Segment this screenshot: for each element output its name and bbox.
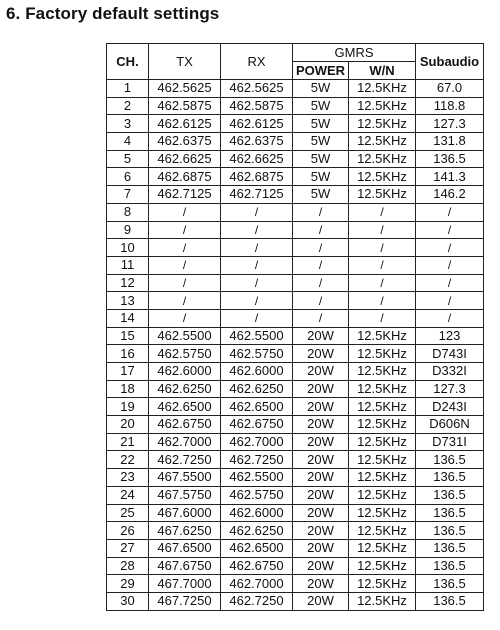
cell-subaudio: 146.2 <box>416 186 484 204</box>
cell-rx: 462.6500 <box>221 398 293 416</box>
cell-rx: 462.5625 <box>221 80 293 98</box>
cell-rx: / <box>221 221 293 239</box>
cell-ch: 12 <box>107 274 149 292</box>
cell-power: 20W <box>293 539 349 557</box>
factory-settings-table <box>106 43 484 611</box>
table-row <box>107 592 484 610</box>
cell-wn: / <box>349 203 416 221</box>
cell-subaudio: D743I <box>416 345 484 363</box>
cell-subaudio: 136.5 <box>416 150 484 168</box>
header-subaudio: Subaudio <box>416 44 484 80</box>
cell-tx: 462.7000 <box>149 433 221 451</box>
cell-power: / <box>293 203 349 221</box>
cell-wn: 12.5KHz <box>349 433 416 451</box>
table-row <box>107 398 484 416</box>
cell-subaudio: D606N <box>416 416 484 434</box>
cell-subaudio: 127.3 <box>416 380 484 398</box>
cell-rx: 462.5500 <box>221 469 293 487</box>
cell-wn: 12.5KHz <box>349 327 416 345</box>
table-row <box>107 504 484 522</box>
cell-power: 20W <box>293 522 349 540</box>
table-row <box>107 80 484 98</box>
header-power: POWER <box>293 62 349 80</box>
cell-tx: 462.6625 <box>149 150 221 168</box>
header-wn: W/N <box>349 62 416 80</box>
cell-rx: / <box>221 309 293 327</box>
cell-power: 20W <box>293 575 349 593</box>
table-row <box>107 363 484 381</box>
cell-ch: 5 <box>107 150 149 168</box>
table-row <box>107 203 484 221</box>
cell-power: 20W <box>293 416 349 434</box>
cell-wn: 12.5KHz <box>349 168 416 186</box>
cell-tx: 462.6125 <box>149 115 221 133</box>
table-row <box>107 327 484 345</box>
cell-wn: 12.5KHz <box>349 522 416 540</box>
table-row <box>107 274 484 292</box>
cell-power: 20W <box>293 433 349 451</box>
table-row <box>107 256 484 274</box>
cell-tx: / <box>149 203 221 221</box>
cell-rx: 462.7000 <box>221 575 293 593</box>
cell-tx: 462.7125 <box>149 186 221 204</box>
cell-wn: / <box>349 292 416 310</box>
cell-power: 20W <box>293 469 349 487</box>
cell-ch: 20 <box>107 416 149 434</box>
table-row <box>107 380 484 398</box>
cell-subaudio: D332I <box>416 363 484 381</box>
cell-tx: 467.6500 <box>149 539 221 557</box>
cell-subaudio: 127.3 <box>416 115 484 133</box>
cell-rx: 462.6500 <box>221 539 293 557</box>
cell-subaudio: / <box>416 309 484 327</box>
cell-subaudio: 136.5 <box>416 486 484 504</box>
table-row <box>107 309 484 327</box>
cell-wn: / <box>349 309 416 327</box>
cell-ch: 26 <box>107 522 149 540</box>
cell-wn: 12.5KHz <box>349 592 416 610</box>
cell-ch: 2 <box>107 97 149 115</box>
cell-rx: 462.6375 <box>221 133 293 151</box>
cell-subaudio: / <box>416 292 484 310</box>
cell-subaudio: 136.5 <box>416 522 484 540</box>
cell-ch: 18 <box>107 380 149 398</box>
cell-rx: 462.7000 <box>221 433 293 451</box>
cell-ch: 25 <box>107 504 149 522</box>
cell-ch: 1 <box>107 80 149 98</box>
table-row <box>107 168 484 186</box>
table-row <box>107 150 484 168</box>
cell-rx: 462.6000 <box>221 504 293 522</box>
header-rx: RX <box>221 44 293 80</box>
table-body <box>107 80 484 611</box>
cell-rx: / <box>221 274 293 292</box>
header-tx: TX <box>149 44 221 80</box>
table-row <box>107 575 484 593</box>
cell-wn: 12.5KHz <box>349 133 416 151</box>
cell-power: 5W <box>293 168 349 186</box>
cell-tx: 467.5500 <box>149 469 221 487</box>
cell-rx: / <box>221 239 293 257</box>
cell-power: 20W <box>293 398 349 416</box>
cell-wn: 12.5KHz <box>349 398 416 416</box>
cell-rx: / <box>221 292 293 310</box>
cell-tx: 462.6750 <box>149 416 221 434</box>
cell-tx: / <box>149 292 221 310</box>
table-row <box>107 486 484 504</box>
table-row <box>107 539 484 557</box>
cell-wn: 12.5KHz <box>349 80 416 98</box>
cell-rx: 462.6250 <box>221 522 293 540</box>
table-row <box>107 239 484 257</box>
header-row-top <box>107 44 484 62</box>
cell-wn: 12.5KHz <box>349 557 416 575</box>
cell-wn: / <box>349 256 416 274</box>
cell-tx: 462.6875 <box>149 168 221 186</box>
cell-tx: 467.6750 <box>149 557 221 575</box>
cell-wn: 12.5KHz <box>349 486 416 504</box>
cell-rx: 462.5500 <box>221 327 293 345</box>
cell-ch: 30 <box>107 592 149 610</box>
cell-tx: 462.6000 <box>149 363 221 381</box>
cell-ch: 27 <box>107 539 149 557</box>
cell-subaudio: / <box>416 274 484 292</box>
cell-rx: 462.6625 <box>221 150 293 168</box>
cell-power: 20W <box>293 345 349 363</box>
cell-tx: 462.7250 <box>149 451 221 469</box>
table-row <box>107 115 484 133</box>
table-row <box>107 292 484 310</box>
cell-subaudio: D243I <box>416 398 484 416</box>
cell-wn: 12.5KHz <box>349 115 416 133</box>
cell-tx: 462.5875 <box>149 97 221 115</box>
cell-rx: / <box>221 203 293 221</box>
cell-tx: / <box>149 221 221 239</box>
cell-ch: 15 <box>107 327 149 345</box>
cell-power: / <box>293 292 349 310</box>
cell-wn: / <box>349 221 416 239</box>
cell-ch: 10 <box>107 239 149 257</box>
header-gmrs: GMRS <box>293 44 416 62</box>
cell-rx: 462.6750 <box>221 557 293 575</box>
cell-wn: 12.5KHz <box>349 380 416 398</box>
cell-ch: 11 <box>107 256 149 274</box>
cell-wn: 12.5KHz <box>349 469 416 487</box>
cell-tx: 467.6000 <box>149 504 221 522</box>
cell-power: 5W <box>293 150 349 168</box>
cell-wn: 12.5KHz <box>349 345 416 363</box>
cell-rx: 462.5750 <box>221 345 293 363</box>
cell-wn: 12.5KHz <box>349 97 416 115</box>
cell-rx: 462.7250 <box>221 592 293 610</box>
cell-tx: / <box>149 274 221 292</box>
cell-subaudio: 136.5 <box>416 592 484 610</box>
cell-wn: 12.5KHz <box>349 539 416 557</box>
table-row <box>107 221 484 239</box>
cell-wn: 12.5KHz <box>349 416 416 434</box>
cell-ch: 23 <box>107 469 149 487</box>
cell-subaudio: 123 <box>416 327 484 345</box>
cell-ch: 7 <box>107 186 149 204</box>
cell-tx: 462.6250 <box>149 380 221 398</box>
table-row <box>107 133 484 151</box>
cell-tx: / <box>149 309 221 327</box>
cell-subaudio: / <box>416 239 484 257</box>
cell-subaudio: D731I <box>416 433 484 451</box>
cell-tx: 467.7250 <box>149 592 221 610</box>
cell-wn: 12.5KHz <box>349 363 416 381</box>
cell-subaudio: 136.5 <box>416 451 484 469</box>
cell-wn: 12.5KHz <box>349 186 416 204</box>
cell-rx: 462.5750 <box>221 486 293 504</box>
cell-wn: 12.5KHz <box>349 504 416 522</box>
cell-wn: 12.5KHz <box>349 150 416 168</box>
cell-ch: 22 <box>107 451 149 469</box>
cell-rx: 462.6250 <box>221 380 293 398</box>
section-title: 6. Factory default settings <box>6 4 220 23</box>
table-row <box>107 557 484 575</box>
cell-power: 20W <box>293 504 349 522</box>
cell-ch: 16 <box>107 345 149 363</box>
cell-rx: 462.7250 <box>221 451 293 469</box>
table-row <box>107 451 484 469</box>
cell-rx: 462.6125 <box>221 115 293 133</box>
cell-tx: 467.7000 <box>149 575 221 593</box>
table-row <box>107 186 484 204</box>
cell-power: 20W <box>293 363 349 381</box>
header-ch: CH. <box>107 44 149 80</box>
table-header <box>107 44 484 80</box>
cell-rx: 462.6000 <box>221 363 293 381</box>
cell-power: 20W <box>293 486 349 504</box>
cell-power: 20W <box>293 451 349 469</box>
cell-power: 5W <box>293 115 349 133</box>
cell-subaudio: 136.5 <box>416 539 484 557</box>
cell-tx: 462.6375 <box>149 133 221 151</box>
cell-subaudio: / <box>416 203 484 221</box>
cell-ch: 29 <box>107 575 149 593</box>
cell-rx: / <box>221 256 293 274</box>
cell-ch: 4 <box>107 133 149 151</box>
cell-subaudio: 67.0 <box>416 80 484 98</box>
cell-power: 20W <box>293 592 349 610</box>
table-row <box>107 345 484 363</box>
cell-power: 5W <box>293 97 349 115</box>
cell-ch: 6 <box>107 168 149 186</box>
cell-power: 20W <box>293 327 349 345</box>
cell-power: 20W <box>293 380 349 398</box>
cell-rx: 462.6875 <box>221 168 293 186</box>
cell-rx: 462.6750 <box>221 416 293 434</box>
cell-ch: 24 <box>107 486 149 504</box>
cell-tx: 462.5625 <box>149 80 221 98</box>
cell-tx: / <box>149 256 221 274</box>
cell-subaudio: 131.8 <box>416 133 484 151</box>
cell-power: / <box>293 309 349 327</box>
cell-wn: 12.5KHz <box>349 575 416 593</box>
cell-power: / <box>293 239 349 257</box>
table-row <box>107 522 484 540</box>
cell-power: / <box>293 256 349 274</box>
cell-power: / <box>293 274 349 292</box>
cell-ch: 17 <box>107 363 149 381</box>
cell-rx: 462.7125 <box>221 186 293 204</box>
cell-wn: 12.5KHz <box>349 451 416 469</box>
cell-ch: 13 <box>107 292 149 310</box>
cell-ch: 3 <box>107 115 149 133</box>
cell-tx: 462.6500 <box>149 398 221 416</box>
cell-tx: 462.5500 <box>149 327 221 345</box>
cell-ch: 8 <box>107 203 149 221</box>
cell-rx: 462.5875 <box>221 97 293 115</box>
cell-ch: 21 <box>107 433 149 451</box>
cell-subaudio: 136.5 <box>416 575 484 593</box>
cell-power: 20W <box>293 557 349 575</box>
cell-tx: 467.6250 <box>149 522 221 540</box>
cell-subaudio: 118.8 <box>416 97 484 115</box>
cell-ch: 14 <box>107 309 149 327</box>
table-row <box>107 469 484 487</box>
table-row <box>107 97 484 115</box>
cell-subaudio: 136.5 <box>416 504 484 522</box>
cell-tx: / <box>149 239 221 257</box>
cell-wn: / <box>349 239 416 257</box>
table-row <box>107 416 484 434</box>
cell-tx: 462.5750 <box>149 345 221 363</box>
cell-subaudio: / <box>416 221 484 239</box>
cell-tx: 467.5750 <box>149 486 221 504</box>
cell-power: 5W <box>293 133 349 151</box>
cell-subaudio: 141.3 <box>416 168 484 186</box>
cell-subaudio: 136.5 <box>416 557 484 575</box>
cell-ch: 28 <box>107 557 149 575</box>
cell-ch: 9 <box>107 221 149 239</box>
cell-power: 5W <box>293 80 349 98</box>
cell-power: / <box>293 221 349 239</box>
table-row <box>107 433 484 451</box>
cell-subaudio: 136.5 <box>416 469 484 487</box>
cell-wn: / <box>349 274 416 292</box>
cell-subaudio: / <box>416 256 484 274</box>
cell-power: 5W <box>293 186 349 204</box>
cell-ch: 19 <box>107 398 149 416</box>
